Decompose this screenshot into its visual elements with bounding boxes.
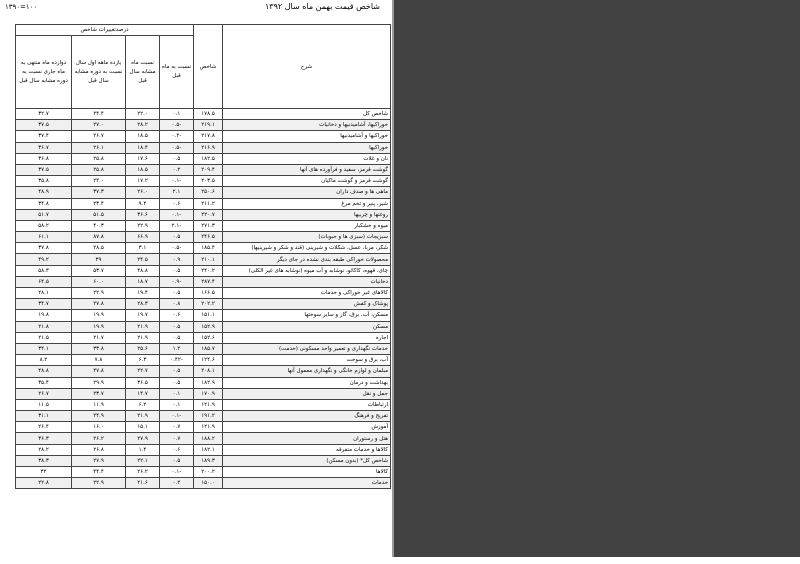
table-row [16,220,391,231]
table-row [16,288,391,299]
cell-desc: شکر، مربا، عسل، شکلات و شیرینی (قند و شکر و شیرینیها) [223,243,391,254]
cell-desc: هتل و رستوران [223,433,391,444]
cell-index: ۲۱۰.۱ [194,254,223,265]
cell-yoy: ۲۴.۵ [126,254,160,265]
cell-yoy: ۲۶.۰ [126,187,160,198]
table-row [16,377,391,388]
cell-desc: حمل و نقل [223,388,391,399]
cell-index: ۱۸۹.۳ [194,455,223,466]
cell-monthly: ۱.۲ [160,343,194,354]
cell-index: ۱۲۱.۹ [194,422,223,433]
table-row [16,198,391,209]
cell-yoy: ۱۸.۷ [126,276,160,287]
cell-index: ۲۰۰.۲ [194,467,223,478]
cell-monthly: ۰.۵ [160,265,194,276]
cell-desc: مسکن [223,321,391,332]
cell-twelve: ۳۷.۸ [16,243,72,254]
table-row [16,299,391,310]
cell-eleven: ۲۳.۷ [72,388,126,399]
cell-twelve: ۳۱.۱ [16,411,72,422]
cell-monthly: ۰.۲ [160,164,194,175]
cell-desc: روغنها و چربیها [223,209,391,220]
cell-yoy: ۲۸.۳ [126,299,160,310]
table-row [16,120,391,131]
cell-twelve: ۳۸.۳ [16,455,72,466]
table-row [16,433,391,444]
cell-desc: بهداشت و درمان [223,377,391,388]
table-row [16,343,391,354]
table-row [16,467,391,478]
col-twelve-header: دوازده ماه منتهی به ماه جاری نسبت به دوره مشابه سال قبل [16,36,72,109]
cell-twelve: ۳۷.۴ [16,131,72,142]
cell-twelve: ۳۲ [16,467,72,478]
cell-twelve: ۵۸.۳ [16,265,72,276]
cell-desc: محصولات خوراکی طبقه بندی نشده در جای دیگر [223,254,391,265]
cell-yoy: ۲۱.۹ [126,411,160,422]
cell-desc: دخانیات [223,276,391,287]
table-row [16,388,391,399]
table-row [16,366,391,377]
cell-twelve: ۳۴.۷ [16,299,72,310]
cell-monthly: ۰.۸ [160,299,194,310]
cell-eleven: ۲۷.۹ [72,455,126,466]
table-row [16,478,391,489]
cell-monthly: ۰.۵ [160,366,194,377]
page-title: شاخص قیمت بهمن ماه سال ۱۳۹۲ [264,2,380,11]
table-body [16,109,391,489]
cell-yoy: ۱۷.۶ [126,153,160,164]
cell-index: ۲۱۱.۲ [194,198,223,209]
table-row [16,276,391,287]
cell-yoy: ۶۶.۹ [126,232,160,243]
cell-eleven: ۲۵.۸ [72,153,126,164]
cell-yoy: ۶.۳ [126,355,160,366]
cell-desc: گوشت قرمز، سفید و فرآورده های آنها [223,164,391,175]
table-row [16,444,391,455]
cell-index: ۲۵۰.۶ [194,187,223,198]
cell-desc: شاخص کل* (بدون مسکن) [223,455,391,466]
cell-desc: خدمات [223,478,391,489]
col-eleven-header: یازده ماهه اول سال نسبت به دوره مشابه سال قبل [72,36,126,109]
cell-desc: اجاره [223,332,391,343]
table-row [16,209,391,220]
cell-yoy: ۱۴.۷ [126,388,160,399]
cell-eleven: ۵۱.۵ [72,209,126,220]
cell-desc: کالاها [223,467,391,478]
cell-monthly: ۰.۶ [160,198,194,209]
cell-index: ۲۲۰.۷ [194,209,223,220]
cell-twelve: ۳۵.۴ [16,377,72,388]
cell-index: ۱۷۸.۵ [194,109,223,120]
cell-monthly: ۰.۹ [160,254,194,265]
cell-desc: کالاهای غیر خوراکی و خدمات [223,288,391,299]
cell-yoy: ۶.۲ [126,399,160,410]
table-row [16,422,391,433]
cell-eleven: ۲۷.۰ [72,120,126,131]
cell-eleven: ۴۷.۸ [72,366,126,377]
cell-yoy: ۲۵.۶ [126,343,160,354]
cell-index: ۲۰۹.۴ [194,164,223,175]
cell-yoy: ۱.۴ [126,444,160,455]
cell-desc: شاخص کل [223,109,391,120]
table-row [16,254,391,265]
cell-yoy: ۲۱.۹ [126,332,160,343]
cell-yoy: ۱۸.۴ [126,142,160,153]
cell-monthly: -۰.۱ [160,176,194,187]
cpi-table [15,24,391,489]
cell-twelve: ۲۶.۴ [16,422,72,433]
cell-monthly: ۰.۷ [160,433,194,444]
cell-yoy: ۱۸.۵ [126,164,160,175]
cell-index: ۱۸۲.۵ [194,153,223,164]
cell-twelve: ۵۱.۷ [16,209,72,220]
cell-yoy: ۳۶.۶ [126,209,160,220]
cell-desc: ارتباطات [223,399,391,410]
cell-desc: خوراکیها و آشامیدنیها [223,131,391,142]
cell-desc: مبلمان و لوازم خانگی و نگهداری معمول آنها [223,366,391,377]
cell-twelve: ۱۹.۸ [16,310,72,321]
cell-eleven: ۵۳.۷ [72,265,126,276]
cell-eleven: ۱۹.۹ [72,310,126,321]
cell-yoy: ۱۹.۷ [126,310,160,321]
cell-monthly: ۰.۵ [160,232,194,243]
cell-monthly: -۰.۵ [160,120,194,131]
viewer-background [394,0,800,557]
cell-desc: آب، برق و سوخت [223,355,391,366]
cell-twelve: ۳۶.۸ [16,153,72,164]
cell-desc: نان و غلات [223,153,391,164]
cell-monthly: ۰.۵ [160,332,194,343]
cell-eleven: ۶۰.۰ [72,276,126,287]
cell-index: ۱۸۲.۹ [194,377,223,388]
cell-monthly: ۰.۲ [160,478,194,489]
cell-twelve: ۲۱.۵ [16,332,72,343]
cell-desc: خدمات نگهداری و تعمیر واحد مسکونی (خدمت) [223,343,391,354]
table-row [16,310,391,321]
cell-eleven: ۲۲.۹ [72,478,126,489]
cell-eleven: ۲۷.۸ [72,299,126,310]
cell-yoy: ۲۲.۰ [126,109,160,120]
cell-eleven: ۴۰.۳ [72,220,126,231]
document-page [0,0,394,557]
cell-index: ۱۵۱.۱ [194,310,223,321]
cell-index: ۲۱۹.۱ [194,120,223,131]
cell-monthly: ۰.۱ [160,388,194,399]
cell-monthly: ۰.۷ [160,422,194,433]
cell-monthly: -۰.۱ [160,411,194,422]
cell-index: ۲۱۶.۹ [194,142,223,153]
cell-twelve: ۴۸.۸ [16,366,72,377]
cell-yoy: ۱۷.۲ [126,176,160,187]
cell-twelve: ۵۸.۲ [16,220,72,231]
table-row [16,164,391,175]
cell-yoy: ۳۶.۵ [126,377,160,388]
cell-monthly: ۰.۵ [160,455,194,466]
table-row [16,399,391,410]
cell-desc: گوشت قرمز و گوشت ماکیان [223,176,391,187]
cell-eleven: ۲۴.۴ [72,109,126,120]
cell-twelve: ۴۸.۹ [16,187,72,198]
cell-twelve: ۲۲.۸ [16,478,72,489]
cell-yoy: ۲۶.۲ [126,467,160,478]
table-row [16,243,391,254]
cell-index: ۱۲۱.۹ [194,399,223,410]
cell-twelve: ۲۸.۲ [16,444,72,455]
cell-eleven: ۴۴.۴ [72,467,126,478]
cell-eleven: ۲۹.۹ [72,377,126,388]
cell-yoy: ۲۷.۹ [126,433,160,444]
cell-yoy: ۲۱.۹ [126,321,160,332]
cell-yoy: ۲۲.۱ [126,455,160,466]
cell-index: ۲۸۷.۴ [194,276,223,287]
cell-yoy: ۲۲.۹ [126,220,160,231]
cell-eleven: ۲۱.۷ [72,332,126,343]
cell-eleven: ۷.۸ [72,355,126,366]
cell-eleven: ۲۶.۷ [72,131,126,142]
cell-index: ۱۸۵.۷ [194,343,223,354]
cell-index: ۱۹۱.۲ [194,411,223,422]
cell-desc: چای، قهوه، کاکائو، نوشابه و آب میوه (نوشابه های غیر الکلی) [223,265,391,276]
cell-monthly: ۰.۵ [160,288,194,299]
cell-eleven: ۳۷.۳ [72,187,126,198]
cell-twelve: ۳۷.۵ [16,164,72,175]
table-row [16,332,391,343]
cell-yoy: ۱۵.۱ [126,422,160,433]
cell-eleven: ۲۶.۲ [72,433,126,444]
cell-eleven: ۱۶.۰ [72,422,126,433]
cell-index: ۱۸۲.۱ [194,444,223,455]
cell-yoy: ۳.۱ [126,243,160,254]
cell-yoy: ۲۱.۶ [126,478,160,489]
cell-eleven: ۸۷.۸ [72,232,126,243]
cell-index: ۲۷۱.۳ [194,220,223,231]
cell-twelve: ۸.۲ [16,355,72,366]
cell-desc: کالاها و خدمات متفرقه [223,444,391,455]
cell-yoy: ۹.۴ [126,198,160,209]
cell-desc: سبزیجات (سبزی ها و حبوبات) [223,232,391,243]
table-row [16,142,391,153]
cell-eleven: ۱۱.۹ [72,399,126,410]
cell-index: ۲۴۰.۲ [194,265,223,276]
cell-monthly: ۰.۱ [160,399,194,410]
cell-twelve: ۲۱.۸ [16,321,72,332]
cell-index: ۲۰۲.۲ [194,299,223,310]
table-row [16,455,391,466]
cell-eleven: ۲۲.۹ [72,288,126,299]
table-row [16,176,391,187]
cell-monthly: -۰.۴ [160,131,194,142]
cell-monthly: -۰.۵ [160,243,194,254]
table-row [16,109,391,120]
cell-index: ۱۷۰.۹ [194,388,223,399]
cell-monthly: -۰.۹ [160,276,194,287]
table-row [16,265,391,276]
cell-desc: آموزش [223,422,391,433]
cell-index: ۱۲۴.۶ [194,355,223,366]
cell-desc: تفریح و فرهنگ [223,411,391,422]
cell-eleven: ۳۳.۸ [72,343,126,354]
cell-twelve: ۳۶.۷ [16,142,72,153]
cell-index: ۱۶۶.۵ [194,288,223,299]
cell-eleven: ۲۶.۱ [72,142,126,153]
cell-index: ۱۸۸.۲ [194,433,223,444]
cell-twelve: ۳۴.۸ [16,198,72,209]
cell-index: ۲۴۶.۵ [194,232,223,243]
col-desc-header: شرح [223,25,391,109]
table-row [16,355,391,366]
cell-yoy: ۱۹.۴ [126,288,160,299]
group-header: درصدتغییرات شاخص [16,25,194,36]
cell-monthly: ۰.۵ [160,377,194,388]
cell-twelve: ۴۹.۲ [16,254,72,265]
cell-monthly: -۰.۴۲ [160,355,194,366]
table-row [16,321,391,332]
table-row [16,153,391,164]
cell-yoy: ۱۸.۵ [126,131,160,142]
cell-eleven: ۲۵.۸ [72,164,126,175]
cell-eleven: ۲۴.۰ [72,176,126,187]
cell-yoy: ۲۲.۷ [126,366,160,377]
cell-index: ۱۵۲.۹ [194,321,223,332]
cell-twelve: ۳۲.۷ [16,109,72,120]
col-monthly-header: نسبت به ماه قبل [160,36,194,109]
cell-twelve: ۳۶.۳ [16,433,72,444]
cell-monthly: ۰.۶ [160,444,194,455]
cell-index: ۱۵۰.۰ [194,478,223,489]
cell-desc: میوه و خشکبار [223,220,391,231]
cell-eleven: ۲۴.۹ [72,411,126,422]
cell-eleven: ۱۹.۹ [72,321,126,332]
cell-desc: شیر، پنیر و تخم مرغ [223,198,391,209]
cell-monthly: -۰.۱ [160,467,194,478]
cell-eleven: ۲۸.۵ [72,243,126,254]
cell-monthly: ۰.۵ [160,153,194,164]
cell-twelve: ۱۱.۵ [16,399,72,410]
page-number: ۱۳۹۰=۱۰۰ [5,3,38,11]
cell-index: ۱۸۵.۴ [194,243,223,254]
cell-index: ۲۰۸.۱ [194,366,223,377]
cell-twelve: ۳۷.۵ [16,120,72,131]
cell-twelve: ۶۴.۵ [16,276,72,287]
cell-eleven: ۲۳.۴ [72,198,126,209]
cell-index: ۲۰۳.۵ [194,176,223,187]
table-row [16,232,391,243]
cell-monthly: ۰.۶ [160,310,194,321]
col-index-header: شاخص [194,25,223,109]
cell-desc: خوراکیها [223,142,391,153]
cell-twelve: ۲۸.۱ [16,288,72,299]
cell-twelve: ۳۵.۸ [16,176,72,187]
table-row [16,131,391,142]
cell-desc: ماهی ها و صدف داران [223,187,391,198]
table-row [16,187,391,198]
table-row [16,411,391,422]
cell-monthly: -۲.۱ [160,220,194,231]
cell-twelve: ۳۴.۱ [16,343,72,354]
cell-eleven: ۳۹ [72,254,126,265]
cell-yoy: ۲۸.۲ [126,120,160,131]
cell-twelve: ۲۶.۷ [16,388,72,399]
cell-monthly: ۲.۱ [160,187,194,198]
cell-desc: مسکن، آب، برق، گاز و سایر سوختها [223,310,391,321]
cell-desc: خوراکیها، آشامیدنیها و دخانیات [223,120,391,131]
cell-twelve: ۶۱.۱ [16,232,72,243]
cell-desc: پوشاک و کفش [223,299,391,310]
col-yoy-header: نسبت ماه مشابه سال قبل [126,36,160,109]
cell-monthly: -۰.۱ [160,209,194,220]
cell-monthly: ۰.۵ [160,321,194,332]
cell-monthly: -۰.۵ [160,142,194,153]
cell-index: ۲۱۷.۸ [194,131,223,142]
cell-index: ۱۵۲.۶ [194,332,223,343]
cell-yoy: ۴۸.۸ [126,265,160,276]
cell-eleven: ۲۶.۸ [72,444,126,455]
cell-monthly: ۰.۱ [160,109,194,120]
